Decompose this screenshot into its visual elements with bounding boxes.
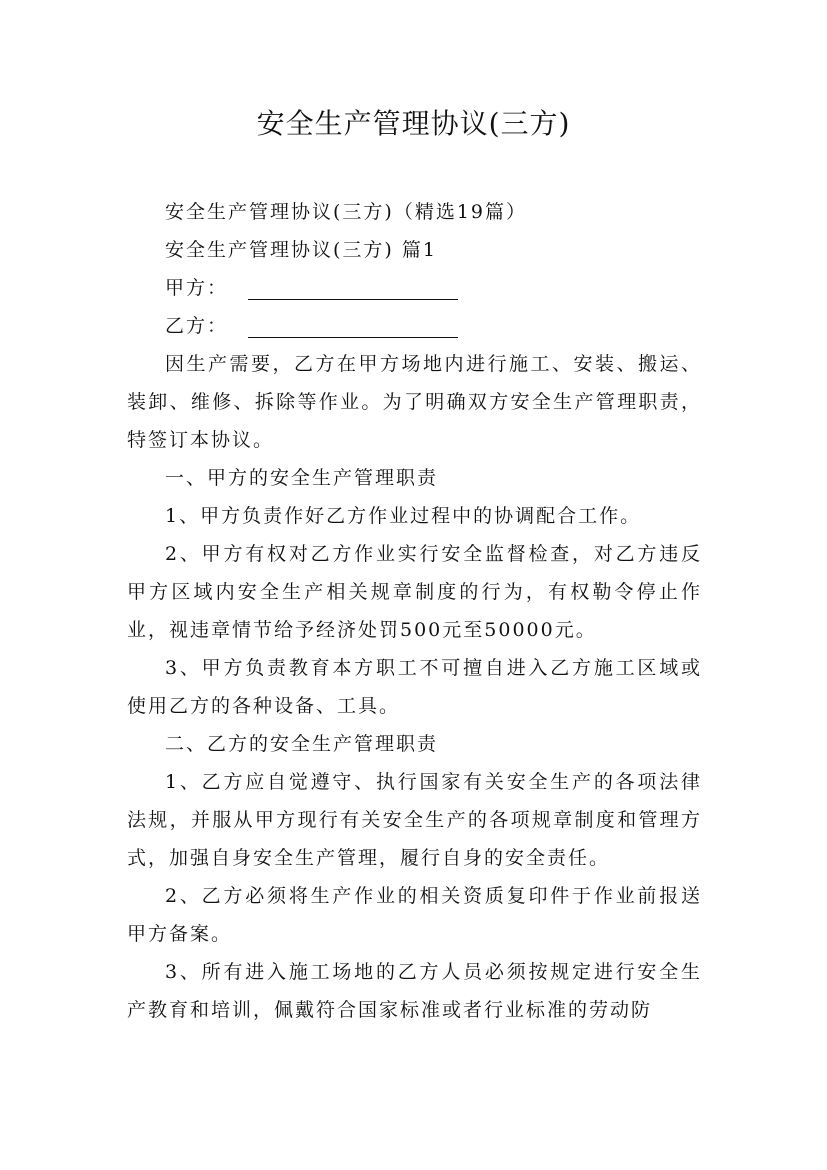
document-body: [127, 193, 702, 1029]
party-a-duty-2: 2、甲方有权对乙方作业实行安全监督检查，对乙方违反甲方区域内安全生产相关规章制度的行为，有权勒令停止作业，视违章情节给予经济处罚500元至50000元。: [127, 543, 702, 641]
section-heading-party-a: 一、甲方的安全生产管理职责: [165, 467, 439, 489]
chapter-heading: 安全生产管理协议(三方) 篇1: [165, 239, 437, 261]
intro-paragraph: 因生产需要，乙方在甲方场地内进行施工、安装、搬运、装卸、维修、拆除等作业。为了明确双方安全生产管理职责，特签订本协议。: [127, 353, 702, 451]
document-title: 安全生产管理协议(三方): [256, 107, 571, 140]
subtitle-line: 安全生产管理协议(三方)（精选19篇）: [165, 201, 528, 223]
party-a-blank: [248, 275, 458, 300]
section-heading-party-b: 二、乙方的安全生产管理职责: [165, 733, 439, 755]
party-a-duty-1: 1、甲方负责作好乙方作业过程中的协调配合工作。: [165, 505, 642, 527]
party-b-duty-1: 1、乙方应自觉遵守、执行国家有关安全生产的各项法律法规，并服从甲方现行有关安全生产的各项规章制度和管理方式，加强自身安全生产管理，履行自身的安全责任。: [127, 771, 702, 869]
party-a-label: 甲方：: [165, 277, 229, 299]
party-b-label: 乙方：: [165, 315, 229, 337]
party-b-duty-2: 2、乙方必须将生产作业的相关资质复印件于作业前报送甲方备案。: [127, 885, 702, 945]
party-a-line: [127, 269, 702, 307]
party-a-duty-3: 3、甲方负责教育本方职工不可擅自进入乙方施工区域或使用乙方的各种设备、工具。: [127, 657, 702, 717]
party-b-blank: [248, 313, 458, 338]
party-b-line: [127, 307, 702, 345]
party-b-duty-3: 3、所有进入施工场地的乙方人员必须按规定进行安全生产教育和培训，佩戴符合国家标准或者行业标准的劳动防: [127, 961, 702, 1021]
